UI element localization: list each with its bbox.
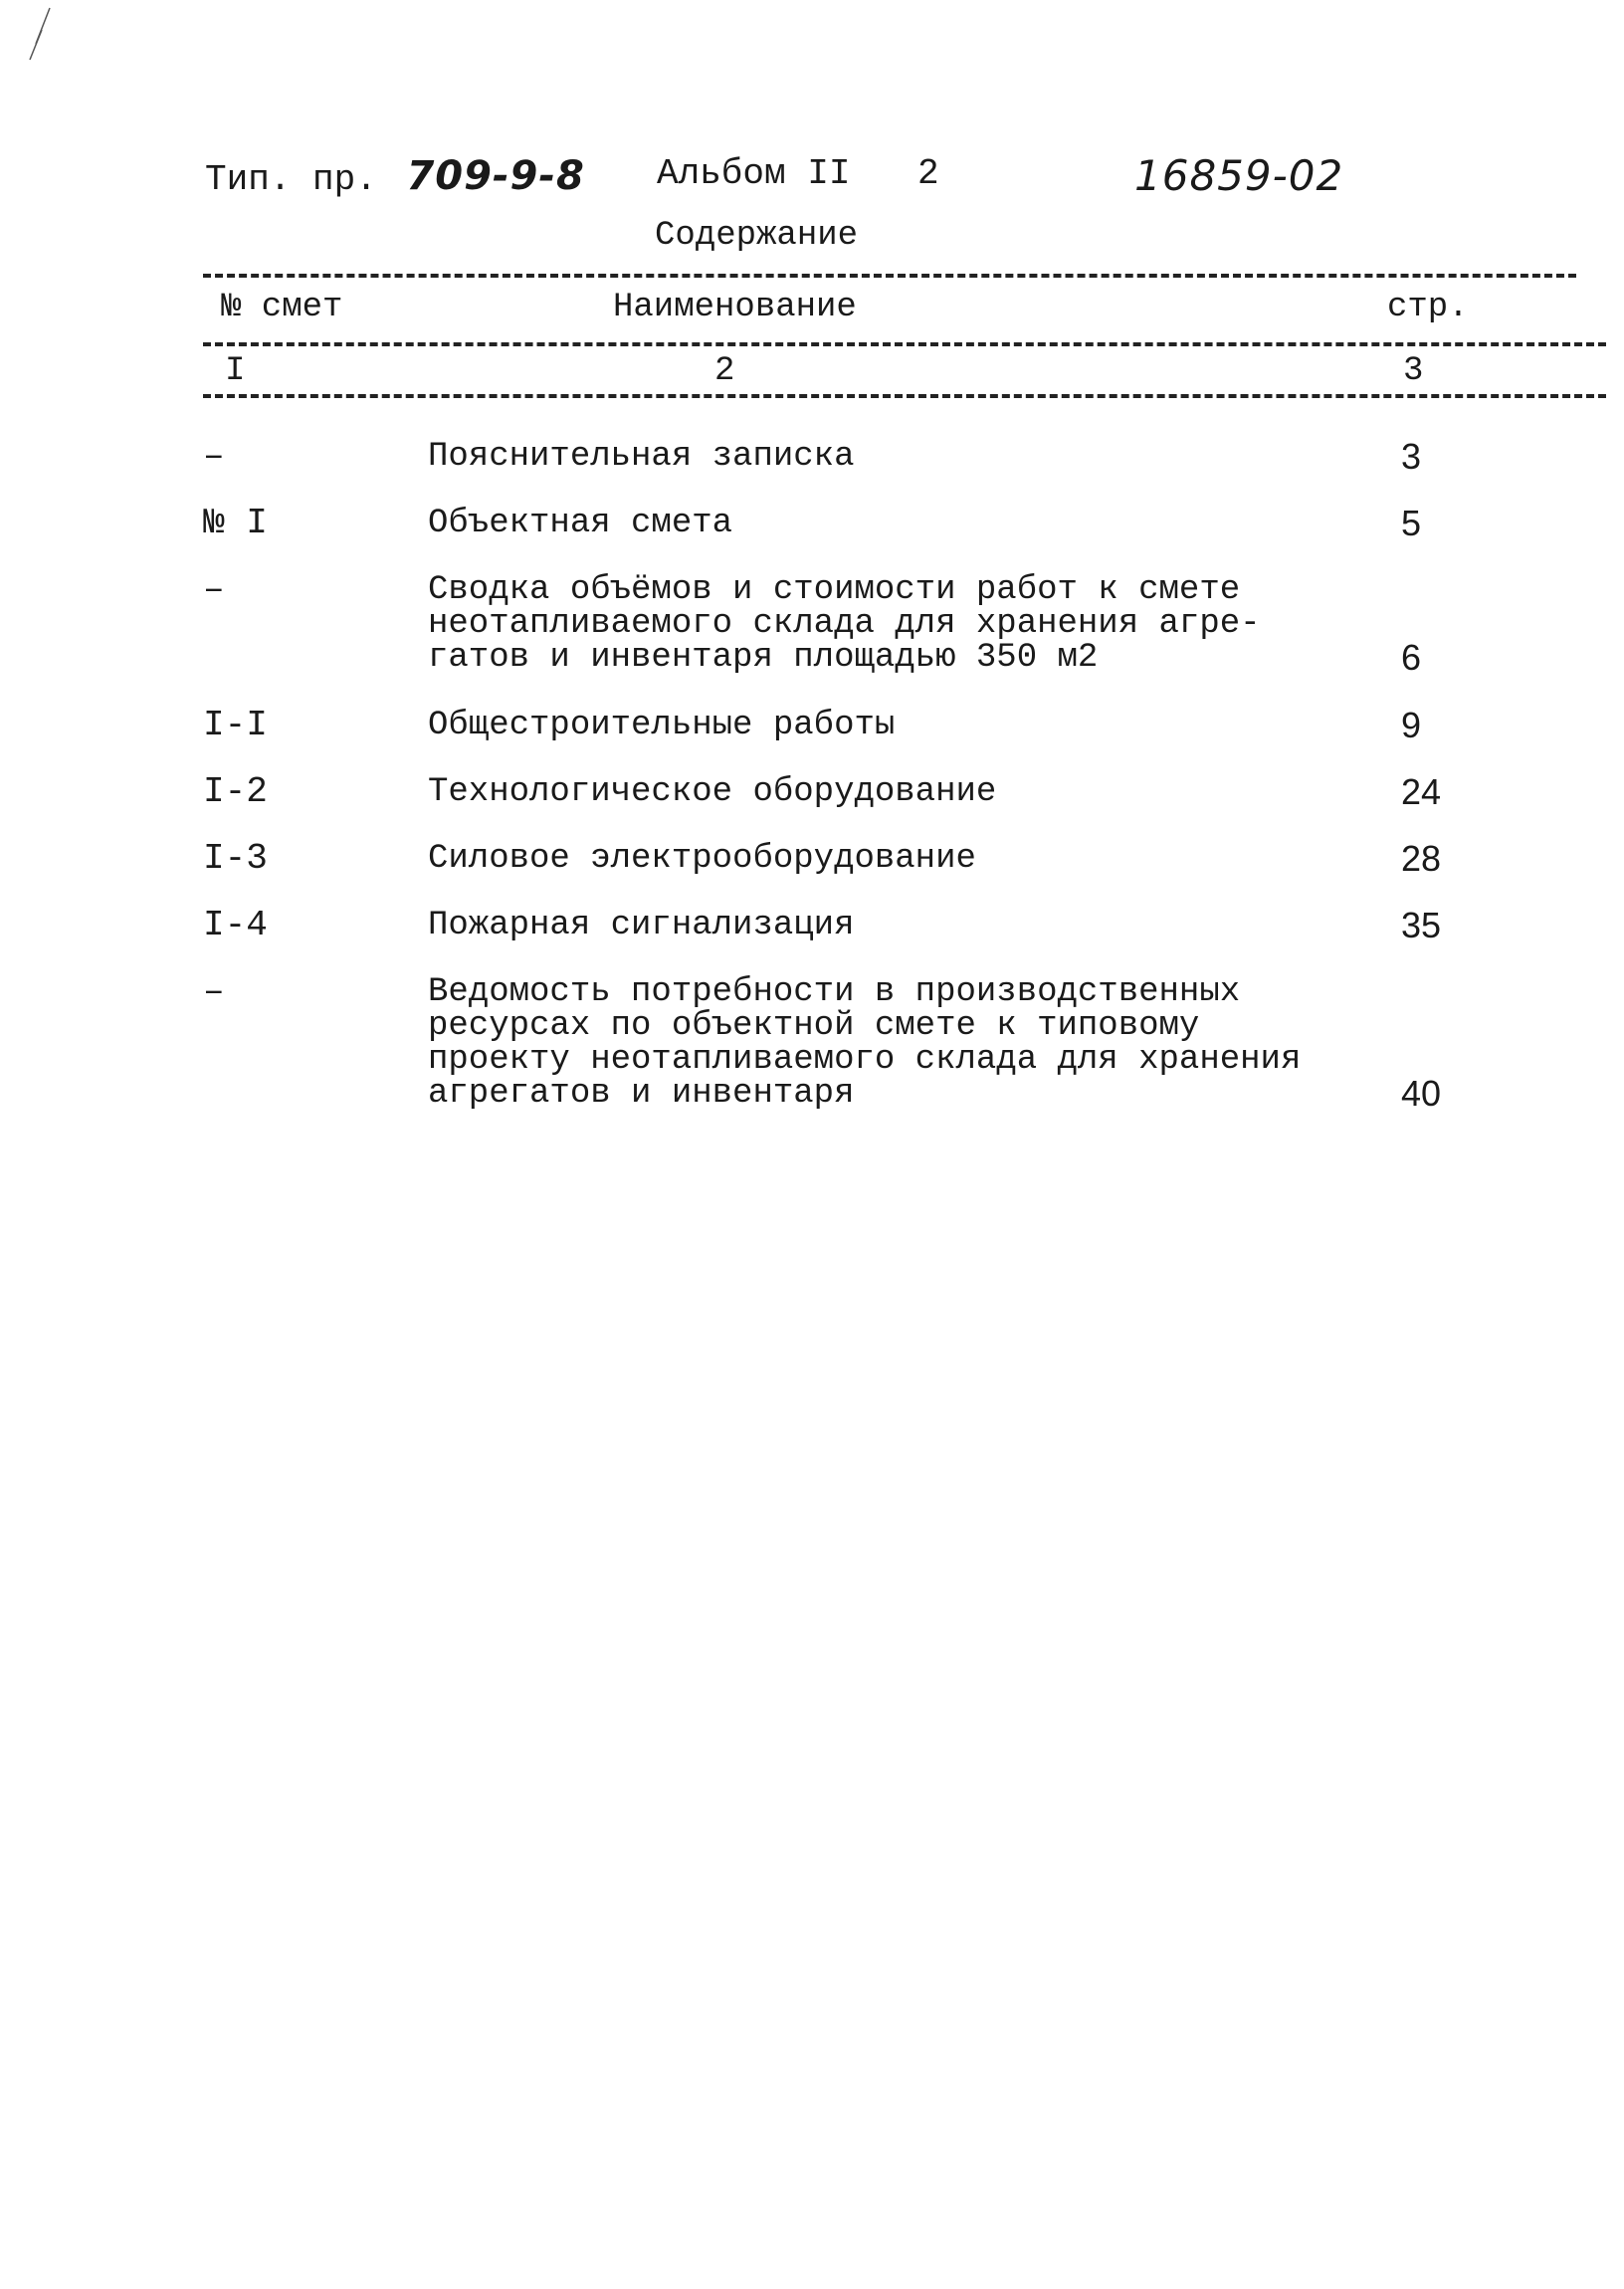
toc-row-number: № I [203,503,268,543]
column-header-estimate-number: № смет [221,289,343,326]
pen-mark [22,4,62,64]
toc-row-page: 28 [1401,838,1442,879]
type-project-series: 709-9-8 [406,153,585,199]
toc-row-number: I-3 [203,838,268,879]
column-number-name: 2 [714,352,735,390]
table-header-rule [203,342,1606,346]
column-header-page: стр. [1387,289,1469,326]
album-label: Альбом II [657,153,851,194]
inventory-number: 16859-02 [1134,151,1344,200]
toc-row-number: – [203,971,225,1012]
toc-row-page: 24 [1401,771,1442,812]
table-numbering-rule [203,394,1606,398]
toc-row-page: 9 [1401,705,1422,745]
toc-row-name: Пожарная сигнализация [428,907,855,944]
type-project [205,153,585,200]
column-header-name: Наименование [613,289,857,326]
page-number: 2 [917,153,939,194]
toc-row-name: Сводка объёмов и стоимости работ к смете неотапливаемого склада для хранения агре- гатов и инвентаря площадью 350 м2 [428,571,1261,677]
toc-row-number: I-2 [203,771,268,812]
toc-row-name: Ведомость потребности в производственных ресурсах по объектной смете к типовому проекту неотапливаемого склада для хранения агрегатов и инвентаря [428,973,1302,1113]
toc-row-page: 40 [1401,1073,1442,1114]
toc-row-page: 5 [1401,503,1422,543]
toc-row-name: Силовое электрооборудование [428,840,976,878]
column-number-page: 3 [1403,352,1424,390]
toc-row-page: 3 [1401,436,1422,477]
toc-row-page: 6 [1401,637,1422,678]
toc-row-number: I-I [203,705,268,745]
toc-row-name: Пояснительная записка [428,438,855,476]
document-header [0,149,1624,209]
toc-row-name: Объектная смета [428,505,733,542]
toc-row-number: – [203,569,225,610]
toc-row-number: I-4 [203,905,268,945]
type-project-label: Тип. пр. [205,159,377,200]
toc-row-name: Технологическое оборудование [428,773,997,811]
toc-row-page: 35 [1401,905,1442,945]
toc-row-name: Общестроительные работы [428,707,896,744]
toc-row-number: – [203,436,225,477]
column-number-estimate: I [225,352,246,390]
toc-title: Содержание [655,217,859,255]
table-top-rule [203,274,1576,278]
